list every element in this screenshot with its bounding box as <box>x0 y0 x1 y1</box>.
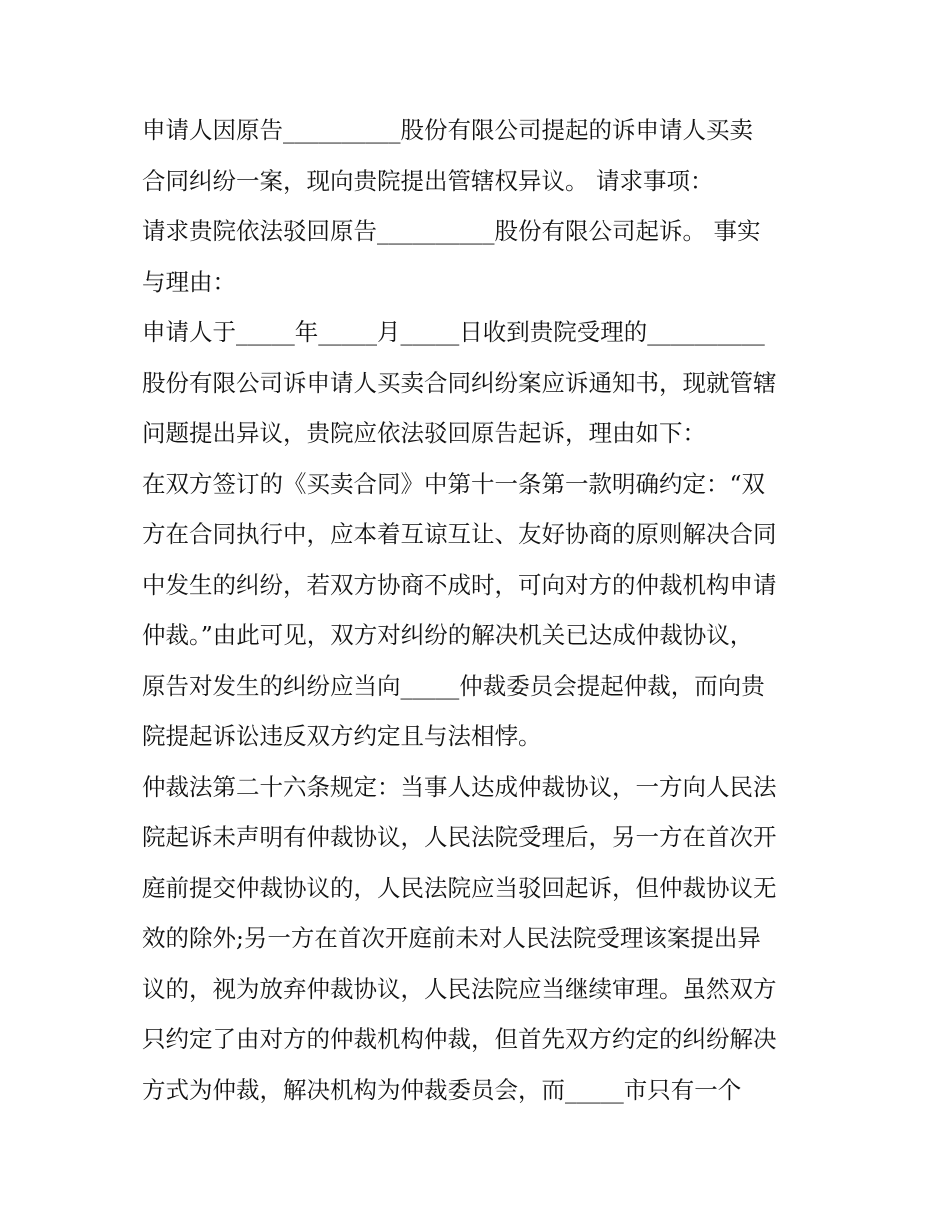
text-line-12: 原告对发生的纠纷应当向_____仲裁委员会提起仲裁，而向贵 <box>142 672 765 700</box>
text-line-6: 股份有限公司诉申请人买卖合同纠纷案应诉通知书，现就管辖 <box>142 369 777 397</box>
text-line-17: 效的除外;另一方在首次开庭前未对人民法院受理该案提出异 <box>142 924 761 952</box>
text-line-9: 方在合同执行中，应本着互谅互让、友好协商的原则解决合同 <box>142 520 777 548</box>
text-line-18: 议的，视为放弃仲裁协议，人民法院应当继续审理。虽然双方 <box>142 975 777 1003</box>
text-line-2: 合同纠纷一案，现向贵院提出管辖权异议。 请求事项： <box>142 167 714 195</box>
text-line-10: 中发生的纠纷，若双方协商不成时，可向对方的仲裁机构申请 <box>142 571 777 599</box>
text-line-8: 在双方签订的《买卖合同》中第十一条第一款明确约定：“双 <box>142 470 766 498</box>
text-line-14: 仲裁法第二十六条规定：当事人达成仲裁协议，一方向人民法 <box>142 773 777 801</box>
text-line-5: 申请人于_____年_____月_____日收到贵院受理的__________ <box>142 318 765 346</box>
text-line-16: 庭前提交仲裁协议的，人民法院应当驳回起诉，但仲裁协议无 <box>142 874 777 902</box>
text-line-19: 只约定了由对方的仲裁机构仲裁，但首先双方约定的纠纷解决 <box>142 1025 777 1053</box>
text-line-20: 方式为仲裁，解决机构为仲裁委员会，而_____市只有一个 <box>142 1076 742 1104</box>
text-line-3: 请求贵院依法驳回原告__________股份有限公司起诉。 事实 <box>142 217 761 245</box>
text-line-15: 院起诉未声明有仲裁协议，人民法院受理后，另一方在首次开 <box>142 823 777 851</box>
text-line-11: 仲裁。”由此可见，双方对纠纷的解决机关已达成仲裁协议， <box>142 621 754 649</box>
text-line-7: 问题提出异议，贵院应依法驳回原告起诉，理由如下： <box>142 419 706 447</box>
text-line-13: 院提起诉讼违反双方约定且与法相悖。 <box>142 722 542 750</box>
text-line-1: 申请人因原告__________股份有限公司提起的诉申请人买卖 <box>142 116 753 144</box>
text-line-4: 与理由： <box>142 268 236 296</box>
